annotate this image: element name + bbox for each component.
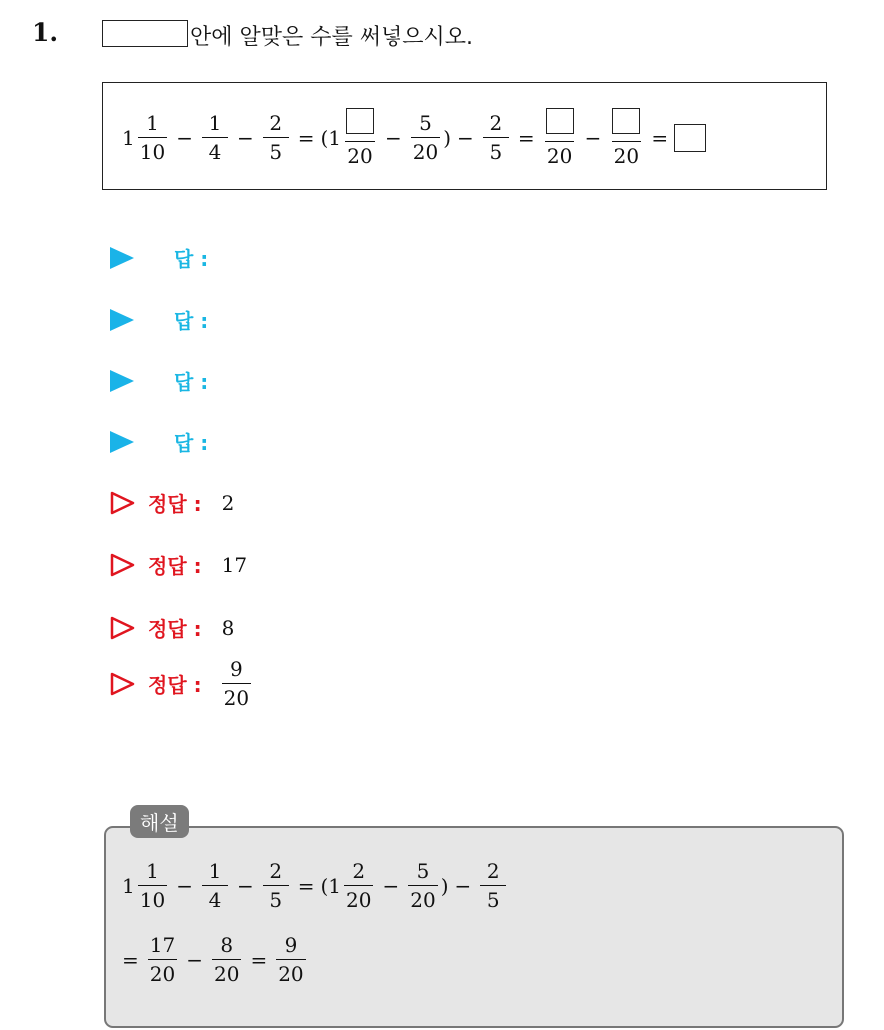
open-paren: (1 bbox=[320, 125, 342, 150]
fraction-blank-numerator: 20 bbox=[544, 108, 576, 167]
explanation-line-2: = $\frac{17}{20}$ − $\frac{8}{20}$ = $\frac{9}{20}$ bbox=[122, 933, 304, 986]
minus-sign: − bbox=[176, 125, 193, 150]
fraction: $\frac{5}{20}$ bbox=[412, 111, 439, 164]
answer-row-3[interactable] bbox=[110, 366, 208, 395]
play-triangle-icon bbox=[110, 370, 134, 392]
fraction: $\frac{1}{4}$ bbox=[202, 112, 228, 163]
minus-sign: − bbox=[236, 125, 254, 150]
answer-label: 답 : bbox=[174, 370, 209, 394]
fraction: $\frac{2}{5}$ bbox=[480, 860, 506, 911]
play-triangle-icon bbox=[110, 247, 134, 269]
fraction: $\frac{2}{5}$ bbox=[263, 860, 289, 911]
fraction-blank-numerator: 20 bbox=[344, 108, 376, 167]
correct-answer-row-4 bbox=[110, 658, 254, 709]
correct-label: 정답 : bbox=[148, 554, 202, 578]
equals-sign: = bbox=[297, 125, 315, 150]
explanation-box bbox=[104, 826, 844, 1028]
answer-label: 답 : bbox=[174, 309, 209, 333]
problem-equation bbox=[122, 108, 706, 167]
close-paren: ) bbox=[443, 125, 452, 150]
answer-row-2[interactable] bbox=[110, 305, 208, 334]
correct-label: 정답 : bbox=[148, 673, 202, 697]
correct-fraction: $\frac{9}{20}$ bbox=[223, 657, 250, 710]
answer-blank-2[interactable] bbox=[546, 108, 574, 134]
correct-label: 정답 : bbox=[148, 617, 202, 641]
whole-number: 1 bbox=[122, 125, 135, 150]
fraction: $\frac{17}{20}$ bbox=[149, 933, 176, 986]
play-triangle-icon bbox=[110, 309, 134, 331]
fraction: $\frac{5}{20}$ bbox=[410, 859, 436, 912]
question-number: 1. bbox=[32, 18, 59, 47]
fraction: $\frac{2}{20}$ bbox=[346, 859, 372, 912]
correct-label: 정답 : bbox=[148, 492, 202, 516]
answer-label: 답 : bbox=[174, 431, 209, 455]
minus-sign: − bbox=[584, 125, 602, 150]
blank-box-legend bbox=[102, 20, 188, 47]
equals-sign: = bbox=[651, 125, 669, 150]
correct-answer-row-2 bbox=[110, 550, 247, 579]
fraction: $\frac{1}{10}$ bbox=[139, 859, 166, 912]
triangle-outline-icon bbox=[110, 672, 136, 696]
correct-value: 2 bbox=[221, 490, 235, 515]
answer-label: 답 : bbox=[174, 247, 209, 271]
fraction: $\frac{2}{5}$ bbox=[263, 112, 289, 163]
answer-blank-4[interactable] bbox=[674, 124, 706, 152]
answer-blank-1[interactable] bbox=[346, 108, 374, 134]
minus-sign: − bbox=[457, 125, 474, 150]
fraction: $\frac{8}{20}$ bbox=[213, 933, 240, 986]
explanation-line-1: 1 $\frac{1}{10}$ − $\frac{1}{4}$ − $\frac{2}{5}$ = (1 $\frac{2}{20}$ − $\frac{5}{20}$ ) − $\frac{2}{5}$ bbox=[122, 860, 509, 911]
fraction: $\frac{1}{4}$ bbox=[202, 860, 228, 911]
answer-blank-3[interactable] bbox=[612, 108, 640, 134]
play-triangle-icon bbox=[110, 431, 134, 453]
triangle-outline-icon bbox=[110, 491, 136, 515]
answer-row-1[interactable] bbox=[110, 243, 208, 272]
fraction: $\frac{1}{10}$ bbox=[139, 111, 166, 164]
equals-sign: = bbox=[517, 125, 535, 150]
explanation-tab: 해설 bbox=[130, 805, 189, 838]
triangle-outline-icon bbox=[110, 553, 136, 577]
correct-answer-row-1 bbox=[110, 488, 234, 517]
correct-answer-row-3 bbox=[110, 613, 234, 642]
answer-row-4[interactable] bbox=[110, 427, 208, 456]
correct-value: 8 bbox=[221, 615, 235, 640]
fraction: $\frac{2}{5}$ bbox=[483, 112, 509, 163]
question-instruction: 안에 알맞은 수를 써넣으시오. bbox=[190, 25, 473, 50]
triangle-outline-icon bbox=[110, 616, 136, 640]
correct-value: 17 bbox=[221, 552, 248, 577]
fraction-blank-numerator: 20 bbox=[610, 108, 642, 167]
minus-sign: − bbox=[385, 125, 402, 150]
fraction: $\frac{9}{20}$ bbox=[278, 933, 304, 986]
